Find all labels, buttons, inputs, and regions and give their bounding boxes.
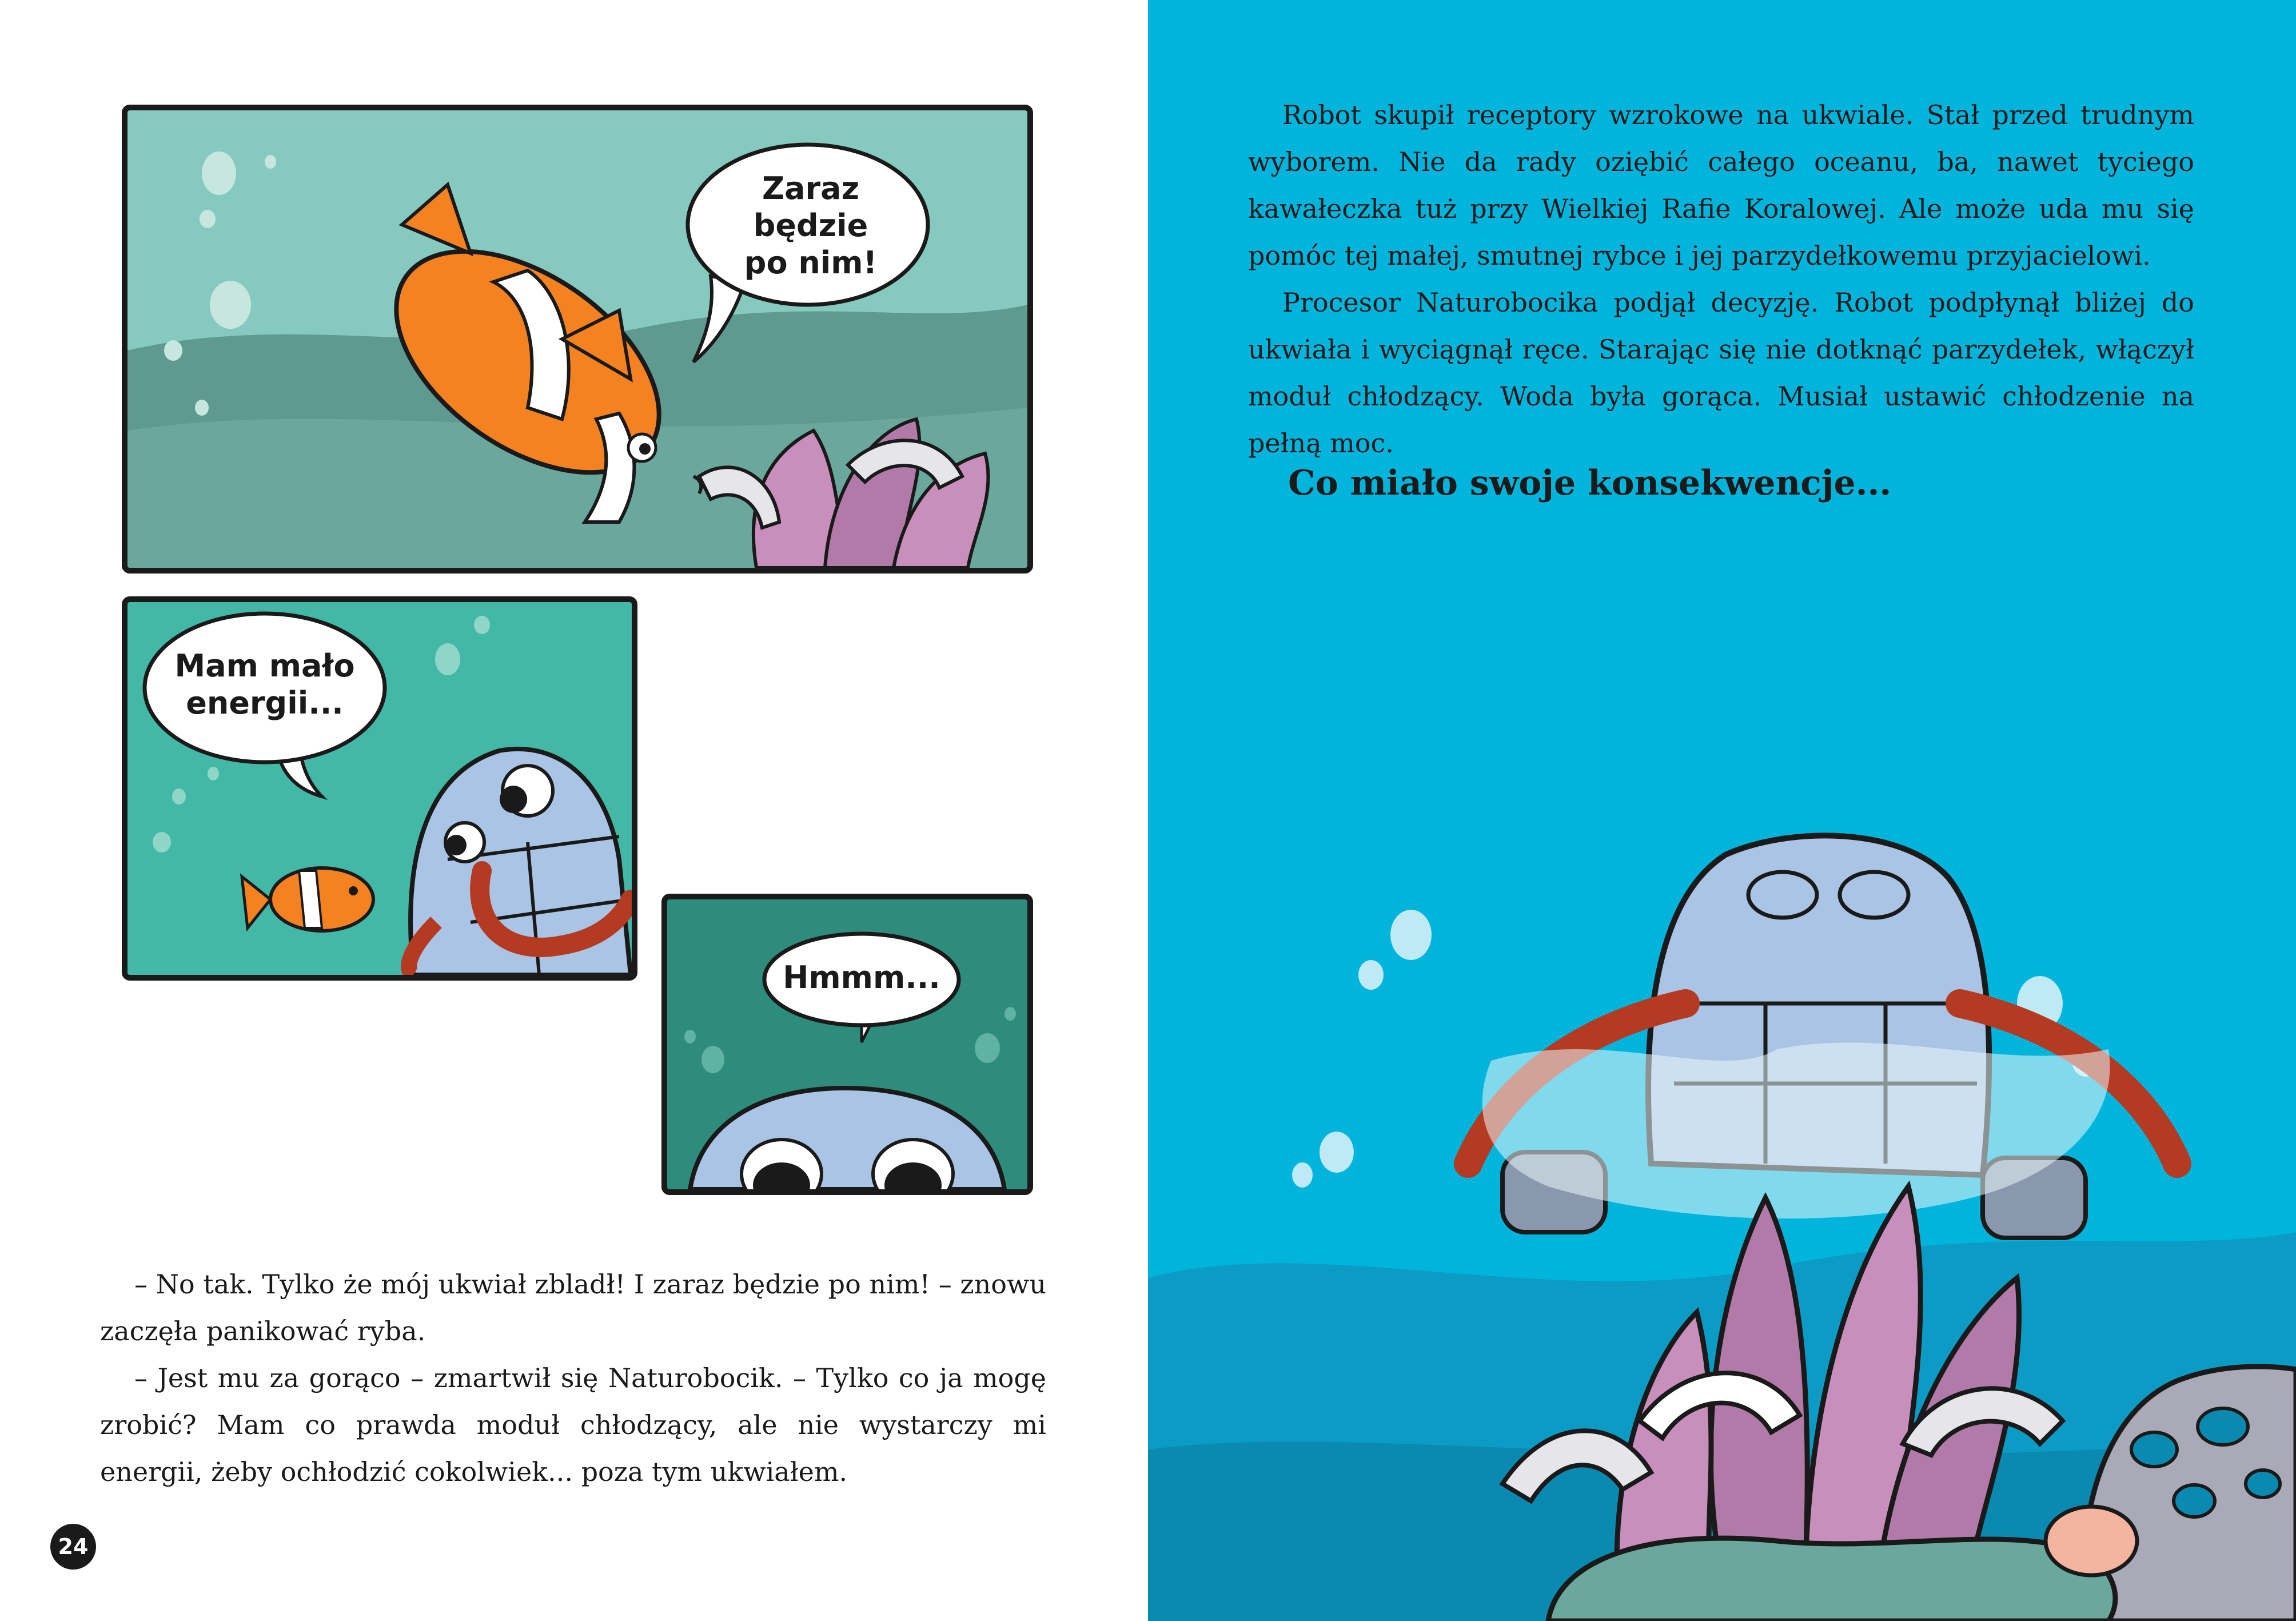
left-paragraph-1: – No tak. Tylko że mój ukwiał zbladł! I zaraz będzie po nim! – znowu zaczęła panikować ryba.: [100, 1269, 1046, 1347]
small-clownfish: [242, 868, 373, 931]
right-paragraph-2: Procesor Naturobocika podjął decyzję. Robot podpłynął bliżej do ukwiała i wyciągnął ręce. Starając się nie dotknąć parzydełek, włączył moduł chłodzący. Woda była gorąca. Musiał ustawić chłodzenie na pełną moc.: [1248, 287, 2194, 459]
chapter-heading: Co miało swoje konsekwencje...: [1288, 463, 1892, 503]
page-number: 24: [50, 1524, 96, 1570]
right-paragraph-1: Robot skupił receptory wzrokowe na ukwiale. Stał przed trudnym wyborem. Nie da rady oziębić całego oceanu, ba, nawet tyciego kawałeczka tuż przy Wielkiej Rafie Koralowej. Ale może uda mu się pomóc tej małej, smutnej rybce i jej parzydełkowemu przyjacielowi.: [1248, 99, 2194, 271]
right-page: [1148, 0, 2296, 1621]
right-body-text: [1248, 91, 2194, 467]
speech-bubble-panel3: Hmmm...: [783, 959, 940, 995]
speech-bubble-panel1: Zaraz będzie po nim!: [744, 170, 878, 281]
left-paragraph-2: – Jest mu za gorąco – zmartwił się Naturobocik. – Tylko co ja mogę zrobić? Mam co prawda moduł chłodzący, ale nie wystarczy mi energii, żeby ochłodzić cokolwiek... poza tym ukwiałem.: [100, 1363, 1046, 1487]
left-body-text: [100, 1261, 1046, 1495]
speech-bubble-panel2: Mam mało energii...: [174, 648, 355, 721]
robot-panel2: [409, 749, 631, 975]
comic-panel-robot-fish: [122, 596, 637, 981]
comic-panel-clownfish: [122, 105, 1033, 573]
comic-panel-hmmm: [661, 894, 1033, 1195]
robot-cooling-anemone-illustration: [1148, 763, 2296, 1621]
panel-1-illustration: [127, 110, 1027, 568]
robot-head-panel3: [690, 1088, 1005, 1189]
panel-3-illustration: [667, 899, 1027, 1189]
